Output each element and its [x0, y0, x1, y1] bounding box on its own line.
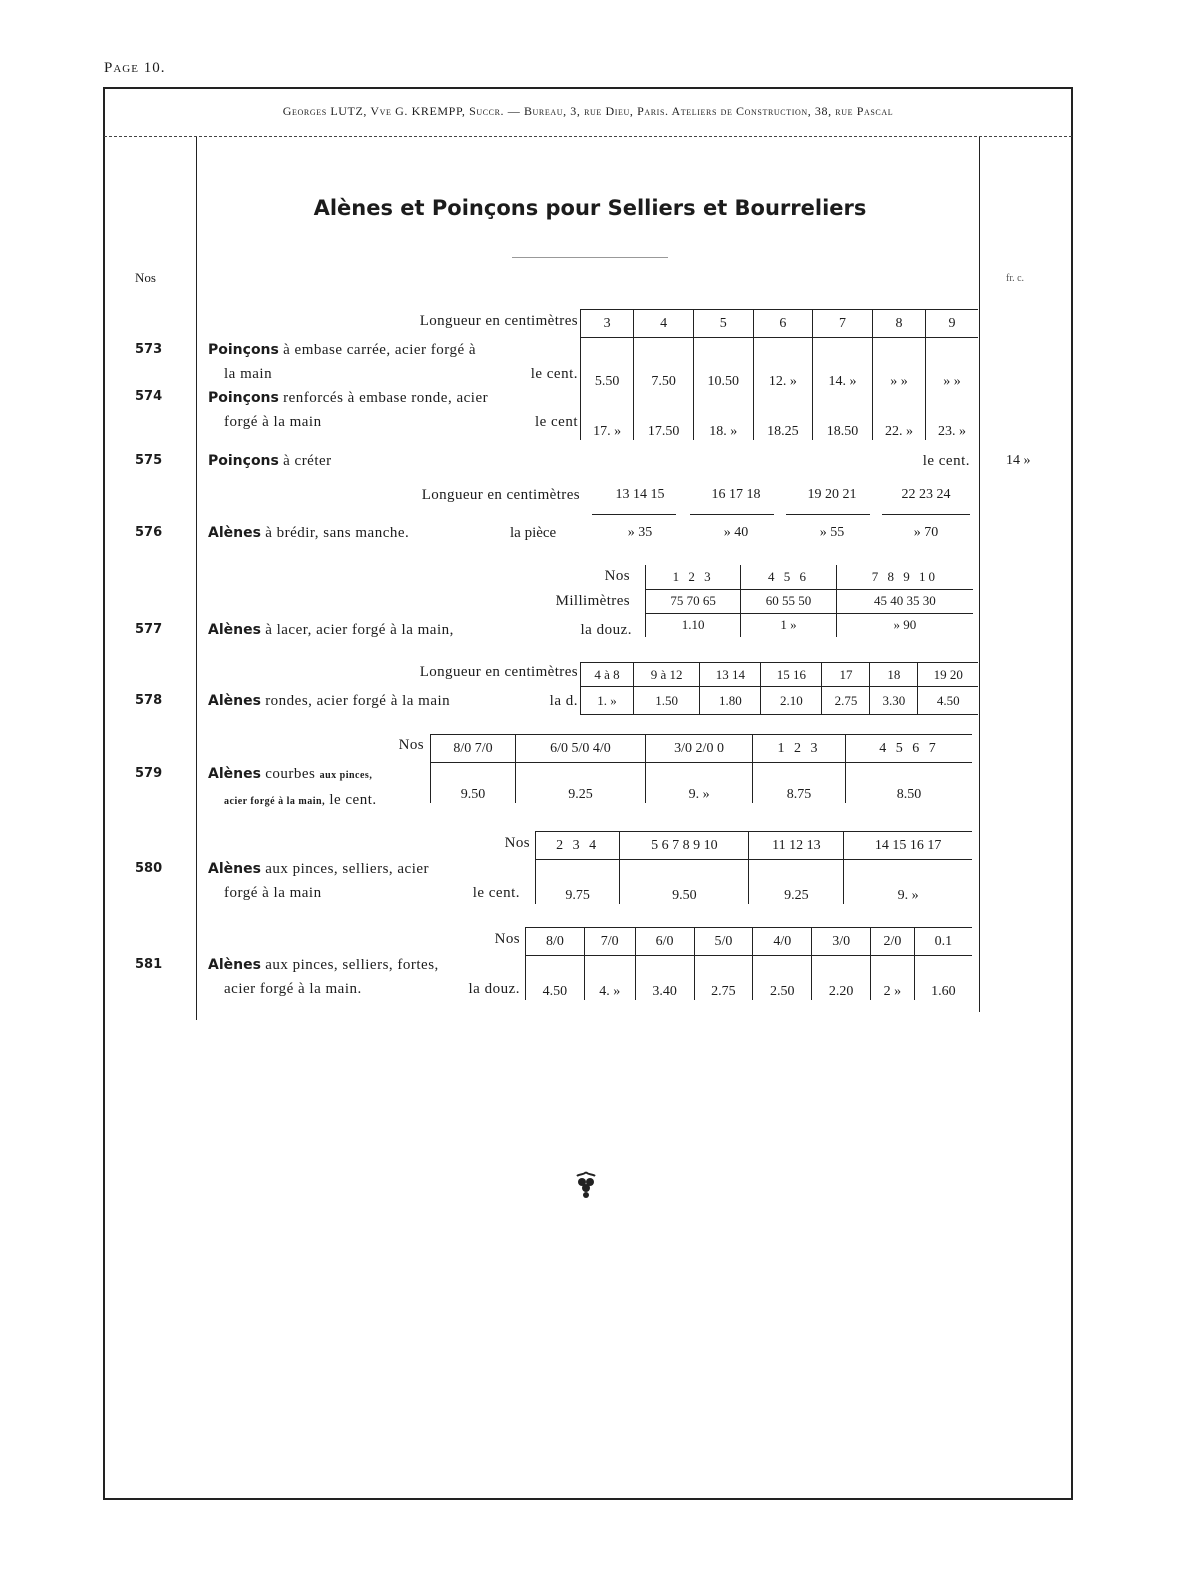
item-number: 577: [135, 622, 163, 637]
size-cell: 8: [872, 310, 925, 338]
item-description-573: Poinçons à embase carrée, acier forgé à la main le cent.: [208, 338, 578, 386]
header-divider: [104, 136, 1072, 137]
price-cell: 4. »: [584, 956, 635, 1000]
item-name: Alènes: [208, 861, 261, 877]
price-575: 14 »: [1006, 453, 1031, 468]
price-cell: 18. »: [693, 390, 753, 440]
item-description-577: Alènes à lacer, acier forgé à la main, la douz.: [208, 618, 632, 642]
price-cell: 18.50: [813, 390, 873, 440]
page-label: Page 10.: [104, 60, 166, 76]
mm-cell: 75 70 65: [646, 589, 741, 613]
table-577: [645, 565, 973, 637]
price-cell: 8.75: [753, 763, 846, 803]
mm-cell: 60 55 50: [741, 589, 836, 613]
nos-cell: 14 15 16 17: [844, 832, 972, 860]
nos-cell: 7 8 9 10: [836, 565, 973, 589]
item-name: Alènes: [208, 766, 261, 782]
group-underline: [882, 514, 970, 515]
price-cell: » »: [872, 338, 925, 390]
price-cell: 1. »: [581, 687, 634, 715]
table-579: [430, 734, 972, 803]
nos-cell: 4/0: [753, 928, 812, 956]
item-description-581: Alènes aux pinces, selliers, fortes, acier forgé à la main. la douz.: [208, 953, 520, 1001]
price-cell: 17. »: [581, 390, 634, 440]
price-cell: 2 »: [871, 956, 915, 1000]
mm-label-577: Millimètres: [555, 593, 630, 609]
size-cell: 4: [634, 310, 694, 338]
price-cell: 2.10: [761, 687, 822, 715]
price-cell: » 40: [723, 525, 749, 540]
unit-label: la d.: [549, 693, 578, 709]
price-cell: 9. »: [844, 860, 972, 904]
price-cell: 9.25: [749, 860, 844, 904]
item-name: Poinçons: [208, 390, 279, 406]
nos-cell: 3/0: [812, 928, 871, 956]
price-cell: 3.30: [870, 687, 918, 715]
size-cell: 5: [693, 310, 753, 338]
left-column-rule: [196, 137, 197, 1020]
nos-cell: 1 2 3: [753, 735, 846, 763]
size-group: 16 17 18: [711, 487, 761, 502]
size-cell: 18: [870, 663, 918, 687]
unit-label: le cent: [534, 414, 578, 430]
price-cell: 1.60: [914, 956, 972, 1000]
size-group: 13 14 15: [615, 487, 665, 502]
price-cell: 23. »: [926, 390, 978, 440]
unit-label: le cent.: [329, 792, 377, 808]
size-cell: 13 14: [700, 663, 761, 687]
price-cell: 3.40: [635, 956, 694, 1000]
item-number: 576: [135, 525, 163, 540]
nos-cell: 2 3 4: [536, 832, 620, 860]
nos-label-581: Nos: [494, 931, 520, 947]
price-cell: » 70: [913, 525, 939, 540]
item-name: Alènes: [208, 957, 261, 973]
size-cell: 4 à 8: [581, 663, 634, 687]
item-number: 574: [135, 389, 163, 404]
price-cell: » »: [926, 338, 978, 390]
price-cell: 22. »: [872, 390, 925, 440]
item-name: Alènes: [208, 622, 261, 638]
price-cell: 2.75: [822, 687, 870, 715]
item-number: 581: [135, 957, 163, 972]
price-cell: 9.25: [515, 763, 645, 803]
numbers-column-header: Nos: [135, 270, 156, 285]
table-578: [580, 662, 978, 715]
size-cell: 6: [753, 310, 813, 338]
publisher-header: Georges LUTZ, Vve G. KREMPP, Succr. — Bureau, 3, rue Dieu, Paris. Ateliers de Construction, 38, rue Pascal: [282, 104, 894, 118]
unit-label: le cent.: [472, 885, 520, 901]
item-description-574: Poinçons renforcés à embase ronde, acier forgé à la main le cent: [208, 386, 578, 434]
nos-cell: 4 5 6 7: [845, 735, 972, 763]
unit-label: le cent.: [922, 453, 970, 469]
unit-label: la pièce: [510, 525, 557, 541]
page-title: Alènes et Poinçons pour Selliers et Bourreliers: [313, 196, 867, 220]
price-cell: 5.50: [581, 338, 634, 390]
size-cell: 3: [581, 310, 634, 338]
price-cell: 12. »: [753, 338, 813, 390]
nos-cell: 7/0: [584, 928, 635, 956]
size-cell: 19 20: [918, 663, 978, 687]
item-description-576: Alènes à brédir, sans manche.: [208, 525, 410, 541]
group-underline: [690, 514, 774, 515]
nos-label-577: Nos: [604, 568, 630, 584]
size-cell: 9 à 12: [634, 663, 700, 687]
price-cell: 7.50: [634, 338, 694, 390]
price-cell: » 55: [819, 525, 845, 540]
nos-cell: 6/0: [635, 928, 694, 956]
unit-label: le cent.: [530, 366, 578, 382]
grape-ornament-icon: [573, 1170, 599, 1208]
price-cell: 9.50: [431, 763, 516, 803]
length-label-576: Longueur en centimètres: [421, 487, 580, 503]
nos-cell: 8/0 7/0: [431, 735, 516, 763]
price-cell: 2.75: [694, 956, 753, 1000]
size-group: 22 23 24: [901, 487, 951, 502]
item-name: Alènes: [208, 525, 261, 541]
price-cell: » 35: [627, 525, 653, 540]
price-cell: 8.50: [845, 763, 972, 803]
prices-576: [592, 521, 972, 545]
nos-cell: 6/0 5/0 4/0: [515, 735, 645, 763]
nos-cell: 1 2 3: [646, 565, 741, 589]
item-description-575: Poinçons à créter le cent.: [208, 449, 970, 473]
nos-cell: 4 5 6: [741, 565, 836, 589]
price-cell: 2.20: [812, 956, 871, 1000]
table-580: [535, 831, 972, 904]
unit-label: la douz.: [468, 981, 520, 997]
price-cell: » 90: [836, 613, 973, 637]
group-underline: [786, 514, 870, 515]
item-number: 579: [135, 766, 163, 781]
price-cell: 9. »: [646, 763, 753, 803]
nos-cell: 2/0: [871, 928, 915, 956]
price-cell: 10.50: [693, 338, 753, 390]
size-cell: 17: [822, 663, 870, 687]
nos-cell: 5/0: [694, 928, 753, 956]
nos-label-579: Nos: [398, 737, 424, 753]
nos-cell: 3/0 2/0 0: [646, 735, 753, 763]
price-cell: 9.50: [620, 860, 749, 904]
item-description-578: Alènes rondes, acier forgé à la main la d.: [208, 689, 578, 713]
size-groups-576: [592, 487, 972, 503]
nos-cell: 0.1: [914, 928, 972, 956]
price-cell: 4.50: [526, 956, 585, 1000]
nos-cell: 5 6 7 8 9 10: [620, 832, 749, 860]
item-name: Poinçons: [208, 453, 279, 469]
item-number: 575: [135, 453, 163, 468]
nos-cell: 11 12 13: [749, 832, 844, 860]
item-description-579: Alènes courbes aux pinces, acier forgé à la main, le cent.: [208, 766, 377, 808]
price-cell: 2.50: [753, 956, 812, 1000]
price-cell: 9.75: [536, 860, 620, 904]
item-number: 573: [135, 342, 163, 357]
price-cell: 1.50: [634, 687, 700, 715]
price-column-header: fr. c.: [1006, 273, 1025, 284]
title-rule: [512, 257, 668, 258]
unit-label: la douz.: [580, 622, 632, 638]
item-name: Poinçons: [208, 342, 279, 358]
size-cell: 15 16: [761, 663, 822, 687]
price-cell: 18.25: [753, 390, 813, 440]
mm-cell: 45 40 35 30: [836, 589, 973, 613]
item-number: 578: [135, 693, 163, 708]
table-581: [525, 927, 972, 1000]
item-description-580: Alènes aux pinces, selliers, acier forgé à la main le cent.: [208, 857, 520, 905]
size-group: 19 20 21: [807, 487, 857, 502]
price-cell: 1.10: [646, 613, 741, 637]
length-label-578: Longueur en centimètres: [419, 664, 578, 680]
price-cell: 4.50: [918, 687, 978, 715]
price-cell: 17.50: [634, 390, 694, 440]
right-column-rule: [979, 137, 980, 1012]
price-cell: 14. »: [813, 338, 873, 390]
price-cell: 1.80: [700, 687, 761, 715]
item-number: 580: [135, 861, 163, 876]
nos-label-580: Nos: [504, 835, 530, 851]
size-cell: 7: [813, 310, 873, 338]
price-cell: 1 »: [741, 613, 836, 637]
nos-cell: 8/0: [526, 928, 585, 956]
table-573-574: [580, 309, 978, 440]
item-name: Alènes: [208, 693, 261, 709]
size-cell: 9: [926, 310, 978, 338]
group-underline: [592, 514, 676, 515]
length-label-573: Longueur en centimètres: [419, 313, 578, 329]
